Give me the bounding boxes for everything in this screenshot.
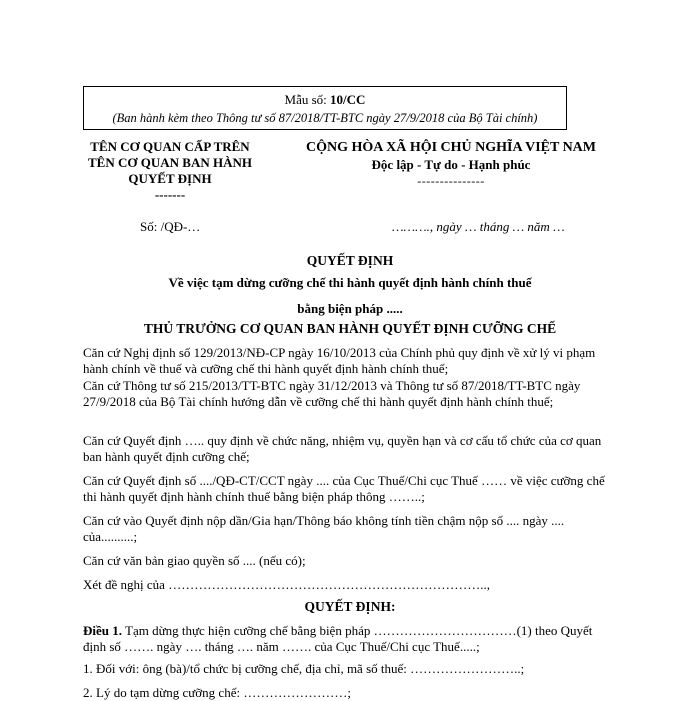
parent-agency-name: TÊN CƠ QUAN CẤP TRÊN	[90, 139, 250, 154]
document-title: QUYẾT ĐỊNH	[306, 253, 394, 268]
article-1-label: Điều 1.	[83, 623, 122, 638]
article-1-text: Tạm dừng thực hiện cưỡng chế bằng biện pháp ……………………………(1) theo Quyết định số ……. ngày …. tháng …. năm ……. của Cục Thuế/Chi cục Thuế.....;	[83, 623, 593, 654]
country-name: CỘNG HÒA XÃ HỘI CHỦ NGHĨA VIỆT NAM	[305, 140, 596, 155]
issuing-agency-name-cont: QUYẾT ĐỊNH	[128, 171, 212, 186]
issuing-agency-name: TÊN CƠ QUAN BAN HÀNH	[88, 155, 252, 170]
legal-basis-paragraph: Căn cứ Quyết định ….. quy định về chức năng, nhiệm vụ, quyền hạn và cơ cấu tổ chức của cơ quan ban hành quyết định cưỡng chế;	[83, 433, 602, 464]
authority-heading: THỦ TRƯỞNG CƠ QUAN BAN HÀNH QUYẾT ĐỊNH CƯỠNG CHẾ	[143, 321, 557, 336]
legal-basis-paragraph: Căn cứ Quyết định số ..../QĐ-CT/CCT ngày .... của Cục Thuế/Chi cục Thuế …… về việc cưỡng chế thi hành quyết định hành chính thuế bằng biện pháp thông ……..;	[83, 473, 605, 504]
issuing-agency-block	[80, 139, 260, 203]
decision-date: ………., ngày … tháng … năm …	[392, 219, 565, 234]
article-1	[83, 623, 618, 655]
form-number-prefix: Mẫu số:	[284, 92, 331, 107]
document-subtitle-cont: bằng biện pháp .....	[297, 301, 403, 316]
article-1-item-2: 2. Lý do tạm dừng cưỡng chế: ……………………;	[83, 685, 351, 700]
form-number-box	[83, 86, 567, 130]
document-subtitle: Về việc tạm dừng cưỡng chế thi hành quyết định hành chính thuế	[168, 275, 532, 290]
national-motto: Độc lập - Tự do - Hạnh phúc	[371, 157, 531, 172]
article-1-item-1: 1. Đối với: ông (bà)/tổ chức bị cưỡng chế, địa chỉ, mã số thuế: ……………………..;	[83, 661, 525, 676]
form-issuance-note: (Ban hành kèm theo Thông tư số 87/2018/TT-BTC ngày 27/9/2018 của Bộ Tài chính)	[112, 110, 538, 125]
legal-basis-paragraph: Căn cứ văn bản giao quyền số .... (nếu có);	[83, 553, 306, 568]
national-motto-block	[276, 139, 626, 190]
decision-number: Số: /QĐ-…	[140, 219, 201, 234]
agency-divider: -------	[154, 187, 186, 202]
legal-basis-paragraph: Căn cứ Thông tư số 215/2013/TT-BTC ngày 31/12/2013 và Thông tư số 87/2018/TT-BTC ngày 27/9/2018 của Bộ Tài chính hướng dẫn về cưỡng chế thi hành quyết định hành chính thuế;	[83, 378, 581, 409]
decision-heading: QUYẾT ĐỊNH:	[304, 599, 396, 614]
legal-basis-paragraph: Căn cứ vào Quyết định nộp dần/Gia hạn/Thông báo không tính tiền chậm nộp số .... ngày .... của..........;	[83, 513, 565, 544]
form-number-code: 10/CC	[330, 92, 366, 107]
form-number	[84, 92, 566, 109]
legal-basis-paragraph: Căn cứ Nghị định số 129/2013/NĐ-CP ngày 16/10/2013 của Chính phủ quy định về xử lý vi phạm hành chính về thuế và cưỡng chế thi hành quyết định hành chính thuế;	[83, 345, 596, 376]
proposal-paragraph: Xét đề nghị của ………………………………………………………………..,	[83, 577, 490, 592]
motto-divider: ---------------	[417, 174, 485, 188]
document-header	[80, 139, 620, 219]
